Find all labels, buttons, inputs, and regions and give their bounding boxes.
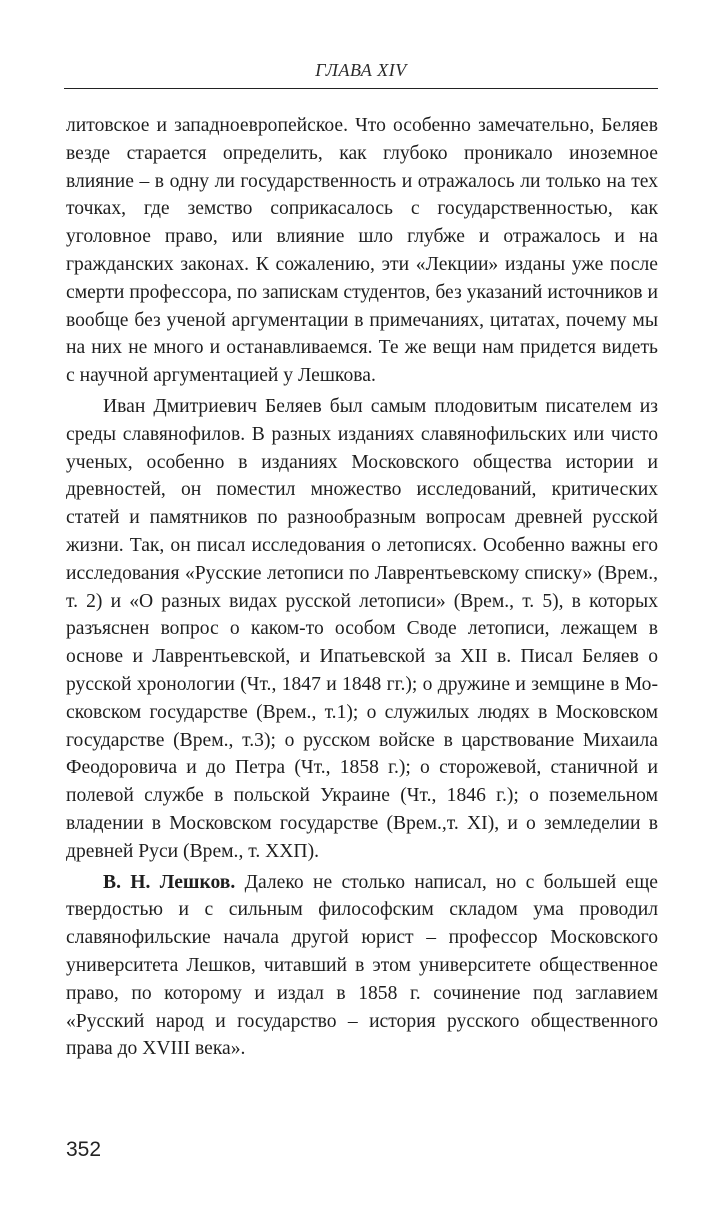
- paragraph-leshkov: [66, 869, 658, 1064]
- paragraph-lead-name: В. Н. Лешков.: [103, 871, 236, 893]
- paragraph-continued: литовское и западноевропейское. Что особенно замечательно, Беляев везде старается определить, как глубоко проникало иноземное влияние – в одну ли государственность и отражалось ли только на тех точках, где земство соприкасалось с государственностью, как уголовное право, или влияние шло глубже и отражалось и на гражданских законах. К сожалению, эти «Лекции» изданы уже после смерти профессора, по запискам студентов, без указаний источников и вообще без ученой аргументации в примечаниях, цитатах, почему мы на них не много и останавливаемся. Те же вещи нам придется видеть с научной аргументацией у Лешкова.: [66, 115, 658, 387]
- paragraph-leshkov-text: Далеко не столько написал, но с большей еще твердостью и с сильным философским складом ума проводил славянофильские начала другой юрист – профессор Московского университета Лешков, читавший в этом университете общественное право, по которому и издал в 1858 г. сочинение под заглавием «Русский народ и государство – история русского общественного права до XVIII века».: [66, 871, 658, 1060]
- header-rule: [64, 88, 658, 89]
- body-text: [66, 112, 658, 1066]
- page-number: 352: [66, 1138, 102, 1161]
- running-head: ГЛАВА XIV: [315, 60, 407, 80]
- paragraph-belyaev: Иван Дмитриевич Беляев был самым плодовитым писателем из среды славянофилов. В разных изданиях славянофильских или чисто ученых, особенно в изданиях Московского общества истории и древностей, он поместил множество исследований, критических статей и памятников по разнообразным вопросам древней русской жизни. Так, он писал исследования о летописях. Особенно важны его исследования «Русские летописи по Лаврентьевскому списку» (Врем., т. 2) и «О разных видах русской летописи» (Врем., т. 5), в которых разъяснен вопрос о каком-то особом Своде летописи, лежащем в основе и Лаврентьевской, и Ипатьевской за XII в. Писал Беляев о русской хронологии (Чт., 1847 и 1848 гг.); о дружине и земщине в Московском государстве (Врем., т.1); о служилых людях в Московском государстве (Врем., т.3); о русском войске в царствование Михаила Феодоровича и до Петра (Чт., 1858 г.); о сторожевой, станичной и полевой службе в польской Украине (Чт., 1846 г.); о поземельном владении в Московском государстве (Врем.,т. XI), и о земледелии в древней Руси (Врем., т. ХХП).: [66, 395, 658, 862]
